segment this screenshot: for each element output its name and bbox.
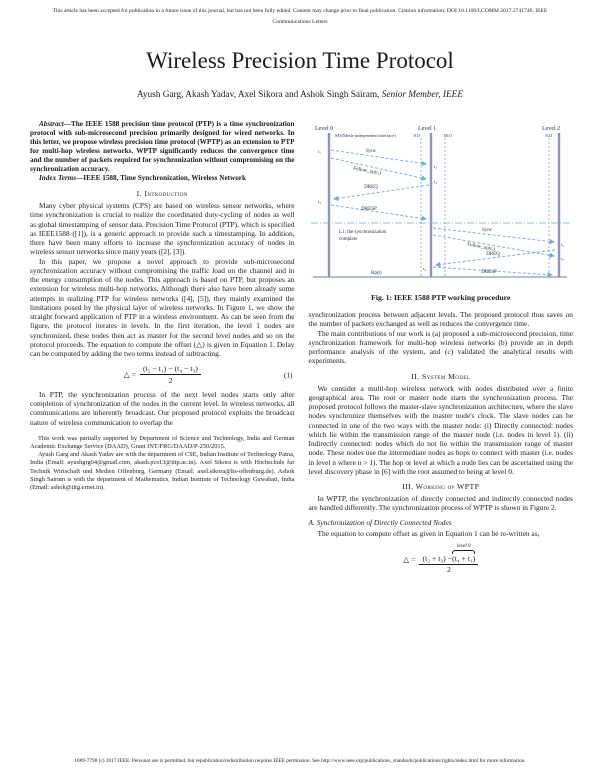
system-model-paragraph: We consider a multi-hop wireless network with nodes distributed over a finite geographical area. The root or master node starts the synchronization process. The proposed protocol follows the master-slave synchronization architecture, where the slave nodes synchronize themselves with the master node's clock. The slave nodes can be connected in one of the two ways with the master node: (i) Directly connected: nodes which lie within the transmission range of the master node (i.e. nodes in level 1). (ii) Indirectly connected: nodes which do not lie within the transmission range of master node. These nodes use the intermediate nodes as hops to connect with master (i.e. nodes in level n where n > 1). The hop or level at which a node lies can be ascertained using the level discovery phase in [6] with the root assumed to being at level 0. <box>308 383 573 476</box>
working-paragraph-2: The equation to compute offset as given in Equation 1 can be re-written as, <box>317 528 540 538</box>
equation-1-tag: (1) <box>283 370 293 379</box>
level1-label: Level 1 <box>417 126 436 132</box>
author-names: Ayush Garg, Akash Yadav, Axel Sikora and Ashok Singh Sairam, <box>136 90 382 100</box>
equation-2-lhs: △ = <box>403 554 416 564</box>
index-terms-label: Index Terms <box>39 174 77 182</box>
right-column <box>309 120 574 579</box>
equation-2-num-part2: (t₄ + t₁) <box>452 553 476 563</box>
footnote-funding: This work was partially supported by Department of Science and Technology, India and German Academic Exchange Service (DAAD), Grant INT/FRG/DAAD/P-250/2015. <box>30 434 295 450</box>
overbrace-label: level 0 <box>456 542 471 549</box>
equation-2-numerator <box>419 544 478 565</box>
left-column <box>30 120 295 579</box>
rp-axis-label: Rp(t) <box>370 271 382 276</box>
t2-label-2: t₂ <box>560 242 564 247</box>
sync-note-line1: L1: the synchronization <box>338 230 386 235</box>
acceptance-notice <box>20 6 580 28</box>
port-s21-label: S21 <box>544 133 553 138</box>
ptp-sequence-diagram <box>309 122 572 284</box>
figure-1-caption: Fig. 1: IEEE 1588 PTP working procedure <box>371 293 511 302</box>
sync-arrow-2 <box>433 228 554 242</box>
equation-1-numerator: (t₂ − t₁) − (t₄ − t₃) <box>140 364 201 375</box>
section-heading-working-of-wptp: III. Working of WPTP <box>402 482 480 491</box>
equation-1-fraction <box>140 364 201 385</box>
intro-paragraph-1: Many cyber physical systems (CPS) are based on wireless sensor networks, where time synchronization is crucial to realize the coordinated duty-cycling of nodes as well as global timestamping of sensor data. Precision Time Protocol (PTP), which is specified as IEEE1588 ([1]), is a generic approach to provide such a timestamping. In addition, there have been many efforts to increase the synchronization accuracy of nodes in wireless sensor networks since many years ([2], [3]). <box>30 201 295 257</box>
section-heading-system-model: II. System Model <box>411 371 471 381</box>
t4-label-1: t₄ <box>317 199 321 204</box>
author-suffix: Senior Member, IEEE <box>381 90 464 100</box>
equation-1-denominator: 2 <box>168 375 173 385</box>
authors-line <box>0 90 600 100</box>
subsection-heading-a: A. Synchronization of Directly Connected Nodes <box>308 517 452 527</box>
continuation-paragraph-1: synchronization process between adjacent levels. The proposed protocol thus saves on the number of packets exchanged as well as reduces the convergence time. <box>308 310 573 329</box>
equation-2-overbrace-group <box>452 544 475 563</box>
abstract-label: Abstract <box>39 120 64 128</box>
level2-label: Level 2 <box>541 126 560 132</box>
abstract-paragraph <box>30 120 295 174</box>
dresp-label-2: DRESP <box>480 270 497 275</box>
dresp-label-1: DRESP <box>360 207 377 212</box>
equation-2 <box>309 544 574 575</box>
acceptance-notice-line2: Communications Letters <box>272 19 328 26</box>
equation-2-denominator: 2 <box>446 565 451 575</box>
t3-label-1: t₃ <box>433 179 437 184</box>
level0-label: Level 0 <box>314 126 333 132</box>
dresp-arrow-1 <box>331 205 426 219</box>
sync-label-1: Sync <box>365 149 376 154</box>
t1-label-1: t₁ <box>317 149 321 154</box>
t2-label-1: t₂ <box>433 164 437 169</box>
index-terms-text: —IEEE 1588, Time Synchronization, Wireless Network <box>76 174 246 182</box>
t3-label-2: t₃ <box>560 256 564 261</box>
dreq-label-2: DREQ <box>485 252 500 257</box>
figure-1 <box>309 122 574 302</box>
port-s11-label: S11 <box>413 133 420 138</box>
abstract-text: —The IEEE 1588 precision time protocol (PTP) is a time synchronization protocol with sub-microsecond precision primarily designed for wired networks. In this letter, we propose wireless precision time protocol (WPTP) as an extension to PTP for multi-hop wireless networks. WPTP significantly reduces the convergence time and the number of packets required for synchronization without compromising on the synchronization accuracy. <box>30 120 295 173</box>
footnote-affiliations: Ayush Garg and Akash Yadav are with the department of CSE, Indian Institute of Technology Patna, India (Email: ayushgrg04@gmail.com, akash.pcs13@iitp.ac.in). Axel Sikora is with Hochschule fur Technik Wirtschaft und Medien Offenburg, Germany (Email: axel.sikora@hs-offenburg.de). Ashok Singh Sairam is with the department of Mathematics, Indian Institute of Technology Guwahati, India (Email: ashok@iitg.ernet.in). <box>30 451 295 491</box>
acceptance-notice-line1: This article has been accepted for publication in a future issue of this journal, but has not been fully edited. Content may change prior to final publication. Citation information: DOI 10.1109/LCOMM.2017.2741746, IEEE <box>52 8 548 14</box>
copyright-footer: 1089-7798 (c) 2017 IEEE. Personal use is permitted, but republication/redistribution requires IEEE permission. See http://www.ieee.org/publications_standards/publications/rights/index.html for more information. <box>74 758 526 764</box>
equation-2-num-part1: (t₂ + t₃) − <box>422 553 453 563</box>
two-column-body <box>30 120 573 579</box>
working-paragraph-1: In WPTP, the synchronization of directly connected and indirectly connected nodes are handled differently. The synchronization process of WPTP is shown in Figure 2. <box>308 494 573 513</box>
sync-note-line2: complete <box>338 237 357 242</box>
equation-1 <box>30 364 295 385</box>
intro-paragraph-2: In this paper, we propose a novel approach to provide sub-microsecond synchronization accuracy without compromising the traffic load on the channel and in the energy consumption of the nodes. This approach is based on PTP, but proposes an extension for wireless multi-hop networks. Although there also have been already some attempts in realizing PTP for wireless networks ([4], [5]), they mainly examined the limitations posed by the physical layer of wireless networks. In Figure 1, we show the straight forward application of PTP in a wireless environment. As can be seen from the figure, the protocol iterates in levels. In the first iteration, the level 1 nodes are synchronized, these nodes then act as master for the second level nodes and so on the protocol proceeds. The equation to compute the offset (△) is given in Equation 1. Delay can be computed by adding the two terms instead of subtracting. <box>30 256 295 358</box>
port-m11-label: M11 <box>443 133 452 138</box>
index-terms-paragraph <box>30 174 295 183</box>
t4-label-2: t₄ <box>422 266 426 271</box>
mesh-interface-note: M1(Mesh-independent interface) <box>334 133 396 138</box>
followup-label-1: Follow_up(t₁) <box>352 166 381 177</box>
sync-arrow-1 <box>331 150 426 164</box>
dreq-label-1: DREQ <box>363 185 378 190</box>
section-heading-introduction: I. Introduction <box>136 189 188 198</box>
equation-1-lhs: △ = <box>123 370 137 379</box>
contributions-paragraph: The main contributions of our work is (a) proposed a sub-microsecond precision, time synchronization framework for multi-hop wireless networks (b) provide an in depth performance analysis of the system, and (c) validated the analytical results with experiments. <box>308 328 573 366</box>
equation-2-fraction <box>419 544 478 575</box>
followup-label-2: Follow_up(t₁) <box>466 242 495 253</box>
intro-paragraph-3: In PTP, the synchronization process of the next level nodes starts only after completion of synchronization of the nodes in the current level. In wireless networks, all communications are inherently broadcast. Our proposed protocol exploits the broadcast nature of wireless communication to overlap the <box>30 389 295 427</box>
paper-title: Wireless Precision Time Protocol <box>146 48 454 73</box>
sync-label-2: Sync <box>481 228 492 233</box>
dreq-arrow-1 <box>334 185 429 199</box>
footnote-block <box>30 435 295 492</box>
